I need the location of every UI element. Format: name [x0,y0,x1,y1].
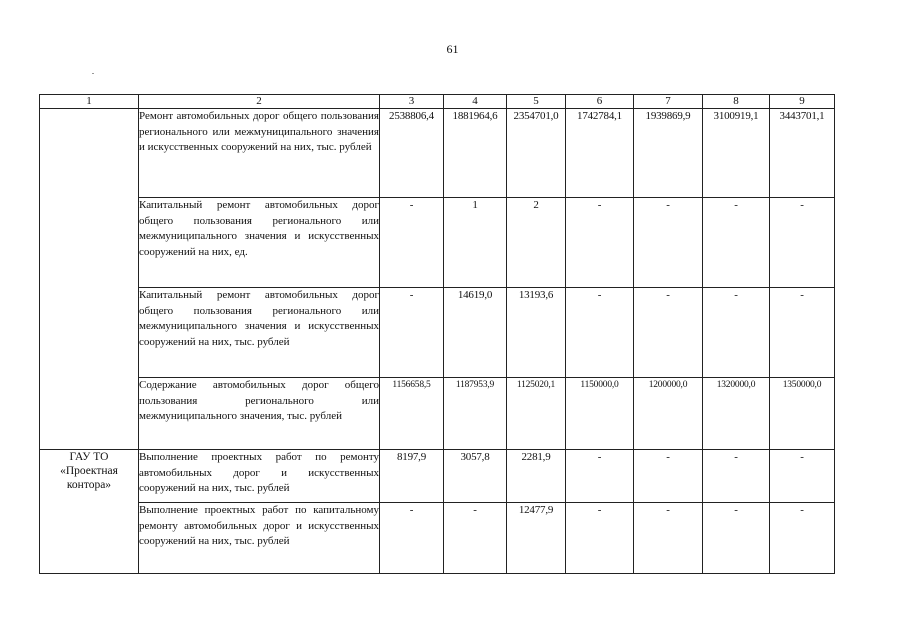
value-cell: - [770,503,835,574]
value-cell: 1156658,5 [380,378,444,450]
organization-cell-empty [40,109,139,450]
column-header: 7 [634,95,703,109]
value-cell: 8197,9 [380,450,444,503]
value-cell: 1 [444,198,507,288]
value-cell: - [634,288,703,378]
data-table [39,94,835,574]
value-cell: 3100919,1 [703,109,770,198]
column-header: 1 [40,95,139,109]
column-header: 2 [139,95,380,109]
value-cell: - [770,198,835,288]
value-cell: 2538806,4 [380,109,444,198]
value-cell: - [380,198,444,288]
row-description: Содержание автомобильных дорог общего пользования регионального или межмуниципального значения, тыс. рублей [139,378,380,450]
value-cell: - [703,503,770,574]
value-cell: - [703,198,770,288]
value-cell: 2281,9 [507,450,566,503]
column-header: 8 [703,95,770,109]
value-cell: - [566,198,634,288]
value-cell: 1881964,6 [444,109,507,198]
column-header: 9 [770,95,835,109]
organization-cell: ГАУ ТО «Проектная контора» [40,450,139,574]
value-cell: - [380,503,444,574]
value-cell: 2354701,0 [507,109,566,198]
table-row [40,109,835,198]
header-row [40,95,835,109]
column-header: 3 [380,95,444,109]
table-row [40,288,835,378]
value-cell: 1939869,9 [634,109,703,198]
value-cell: - [634,198,703,288]
value-cell: 3443701,1 [770,109,835,198]
row-description: Капитальный ремонт автомобильных дорог общего пользования регионального или межмуниципального значения и искусственных сооружений на них, ед. [139,198,380,288]
page-number: 61 [446,42,459,56]
column-header: 4 [444,95,507,109]
value-cell: - [566,503,634,574]
value-cell: 1350000,0 [770,378,835,450]
value-cell: 1150000,0 [566,378,634,450]
value-cell: - [634,503,703,574]
value-cell: 1125020,1 [507,378,566,450]
row-description: Выполнение проектных работ по капитальному ремонту автомобильных дорог и искусственных сооружений на них, тыс. рублей [139,503,380,574]
value-cell: - [703,450,770,503]
table-row [40,378,835,450]
value-cell: 1320000,0 [703,378,770,450]
value-cell: - [770,288,835,378]
table-row [40,198,835,288]
value-cell: - [703,288,770,378]
scan-speck [92,73,94,74]
column-header: 5 [507,95,566,109]
value-cell: - [566,450,634,503]
value-cell: 1742784,1 [566,109,634,198]
value-cell: 14619,0 [444,288,507,378]
value-cell: - [634,450,703,503]
value-cell: 3057,8 [444,450,507,503]
column-header: 6 [566,95,634,109]
value-cell: 1187953,9 [444,378,507,450]
value-cell: - [444,503,507,574]
value-cell: 12477,9 [507,503,566,574]
value-cell: - [380,288,444,378]
row-description: Капитальный ремонт автомобильных дорог общего пользования регионального или межмуниципального значения и искусственных сооружений на них, тыс. рублей [139,288,380,378]
value-cell: 2 [507,198,566,288]
table-row [40,450,835,503]
table-row [40,503,835,574]
value-cell: - [566,288,634,378]
value-cell: 1200000,0 [634,378,703,450]
value-cell: - [770,450,835,503]
row-description: Выполнение проектных работ по ремонту автомобильных дорог и искусственных сооружений на них, тыс. рублей [139,450,380,503]
value-cell: 13193,6 [507,288,566,378]
row-description: Ремонт автомобильных дорог общего пользования регионального или межмуниципального значения и искусственных сооружений на них, тыс. рублей [139,109,380,198]
